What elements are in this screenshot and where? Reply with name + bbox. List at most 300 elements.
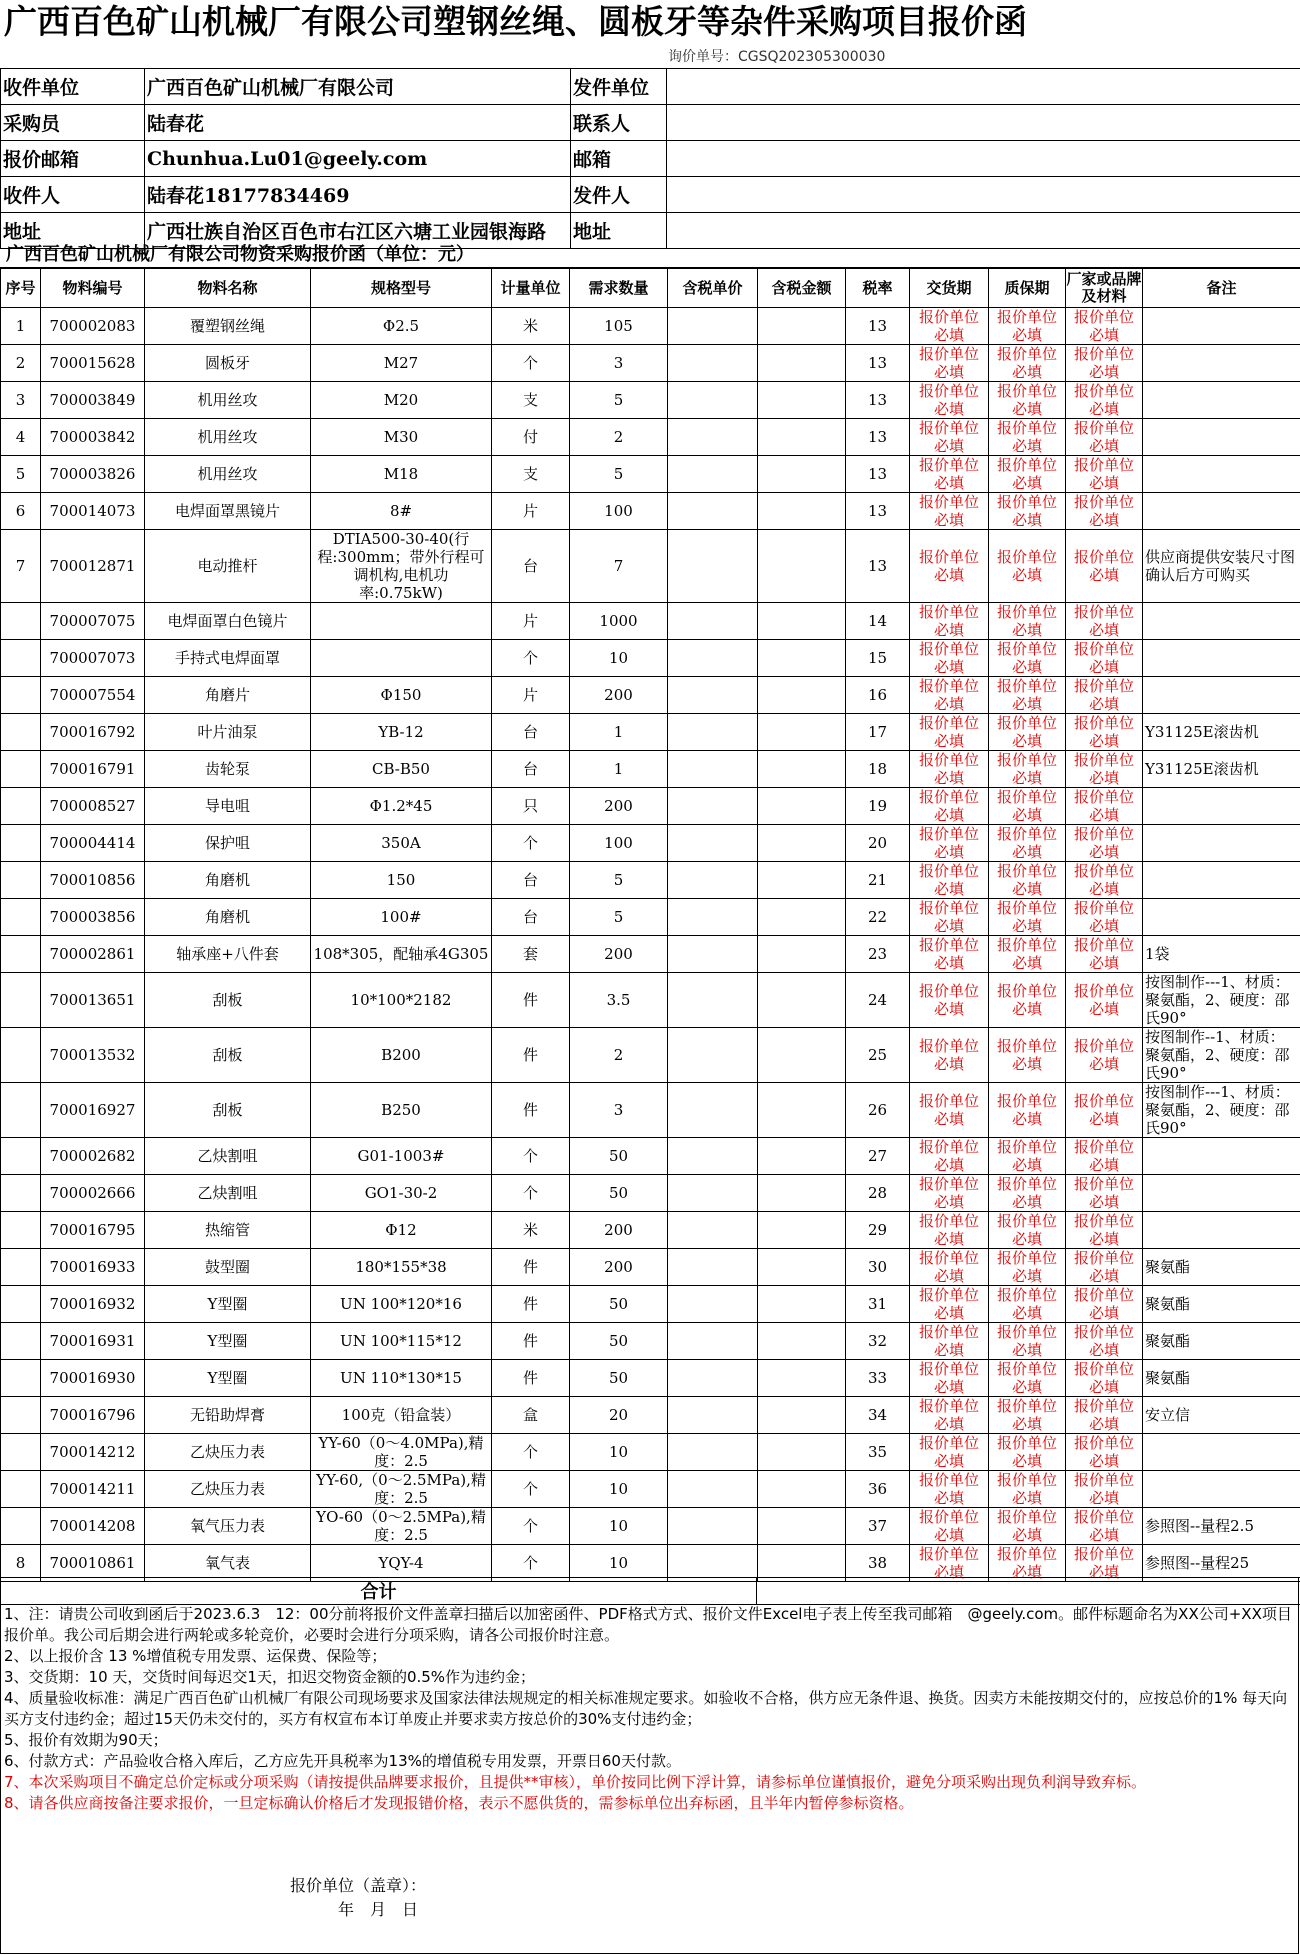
delivery-cell[interactable]: 报价单位必填 — [910, 1249, 989, 1286]
column-header: 物料编号 — [41, 269, 145, 308]
warranty-cell[interactable]: 报价单位必填 — [989, 382, 1066, 419]
delivery-cell[interactable]: 报价单位必填 — [910, 899, 989, 936]
tax-rate: 17 — [846, 714, 910, 751]
delivery-cell[interactable]: 报价单位必填 — [910, 419, 989, 456]
brand-cell[interactable]: 报价单位必填 — [1066, 419, 1143, 456]
quantity: 50 — [570, 1286, 668, 1323]
unit-price-cell[interactable] — [668, 1212, 758, 1249]
spec-model: CB-B50 — [311, 751, 492, 788]
note-cell — [1143, 603, 1300, 640]
total-table — [0, 1577, 1300, 1605]
spec-model: GO1-30-2 — [311, 1175, 492, 1212]
warranty-cell[interactable]: 报价单位必填 — [989, 714, 1066, 751]
table-row — [1, 1083, 1300, 1138]
brand-cell[interactable]: 报价单位必填 — [1066, 1249, 1143, 1286]
brand-cell[interactable]: 报价单位必填 — [1066, 788, 1143, 825]
amount-cell[interactable] — [758, 1175, 846, 1212]
table-row — [1, 825, 1300, 862]
table-row — [1, 493, 1300, 530]
unit-price-cell[interactable] — [668, 493, 758, 530]
address-value: 广西壮族自治区百色市右江区六塘工业园银海路 — [145, 213, 571, 249]
unit-price-cell[interactable] — [668, 419, 758, 456]
term-5: 5、报价有效期为90天； — [4, 1731, 168, 1749]
brand-cell[interactable]: 报价单位必填 — [1066, 530, 1143, 603]
row-number — [1, 1249, 41, 1286]
warranty-cell[interactable]: 报价单位必填 — [989, 530, 1066, 603]
warranty-cell[interactable]: 报价单位必填 — [989, 1545, 1066, 1582]
unit-price-cell[interactable] — [668, 1471, 758, 1508]
amount-cell[interactable] — [758, 714, 846, 751]
unit-price-cell[interactable] — [668, 1397, 758, 1434]
row-number: 6 — [1, 493, 41, 530]
quantity: 10 — [570, 640, 668, 677]
recv-unit-label: 收件单位 — [1, 69, 145, 105]
amount-cell[interactable] — [758, 419, 846, 456]
unit-price-cell[interactable] — [668, 1360, 758, 1397]
material-code: 700010861 — [41, 1545, 145, 1582]
unit: 件 — [492, 1360, 570, 1397]
recipient-value: 陆春花18177834469 — [145, 177, 571, 213]
warranty-cell[interactable]: 报价单位必填 — [989, 1083, 1066, 1138]
warranty-cell[interactable]: 报价单位必填 — [989, 1508, 1066, 1545]
delivery-cell[interactable]: 报价单位必填 — [910, 751, 989, 788]
brand-cell[interactable]: 报价单位必填 — [1066, 677, 1143, 714]
amount-cell[interactable] — [758, 640, 846, 677]
unit-price-cell[interactable] — [668, 1028, 758, 1083]
unit-price-cell[interactable] — [668, 345, 758, 382]
unit: 件 — [492, 1286, 570, 1323]
term-1: 1、注：请贵公司收到函后于2023.6.3 12：00分前将报价文件盖章扫描后以加密函件、PDF格式方式、报价文件Excel电子表上传至我司邮箱 @geely.com。邮件标题命名为XX公司+XX项目报价单。我公司后期会进行两轮或多轮竞价，必要时会进行分项采购，请各公司报价时注意。 — [4, 1605, 1292, 1644]
note-cell: 参照图--量程2.5 — [1143, 1508, 1300, 1545]
quantity: 200 — [570, 788, 668, 825]
term-7: 7、本次采购项目不确定总价定标或分项采购（请按提供品牌要求报价，且提供**审核），单价按同比例下浮计算，请参标单位谨慎报价，避免分项采购出现负利润导致弃标。 — [4, 1773, 1147, 1791]
quantity: 10 — [570, 1545, 668, 1582]
unit: 个 — [492, 1545, 570, 1582]
delivery-cell[interactable]: 报价单位必填 — [910, 677, 989, 714]
note-cell: 供应商提供安装尺寸图确认后方可购买 — [1143, 530, 1300, 603]
unit: 付 — [492, 419, 570, 456]
table-row — [1, 1286, 1300, 1323]
amount-cell[interactable] — [758, 1212, 846, 1249]
delivery-cell[interactable]: 报价单位必填 — [910, 825, 989, 862]
unit-price-cell[interactable] — [668, 1083, 758, 1138]
material-code: 700010856 — [41, 862, 145, 899]
brand-cell[interactable]: 报价单位必填 — [1066, 1471, 1143, 1508]
spec-model: UN 100*115*12 — [311, 1323, 492, 1360]
table-row — [1, 640, 1300, 677]
warranty-cell[interactable]: 报价单位必填 — [989, 419, 1066, 456]
material-code: 700016927 — [41, 1083, 145, 1138]
note-cell — [1143, 1138, 1300, 1175]
amount-cell[interactable] — [758, 530, 846, 603]
amount-cell[interactable] — [758, 788, 846, 825]
quantity: 200 — [570, 1212, 668, 1249]
amount-cell[interactable] — [758, 456, 846, 493]
send-unit-value[interactable] — [667, 69, 1300, 105]
address-label: 地址 — [1, 213, 145, 249]
contact-value[interactable] — [667, 105, 1300, 141]
warranty-cell[interactable]: 报价单位必填 — [989, 345, 1066, 382]
amount-cell[interactable] — [758, 825, 846, 862]
warranty-cell[interactable]: 报价单位必填 — [989, 603, 1066, 640]
amount-cell[interactable] — [758, 973, 846, 1028]
delivery-cell[interactable]: 报价单位必填 — [910, 603, 989, 640]
recv-unit-value: 广西百色矿山机械厂有限公司 — [145, 69, 571, 105]
unit-price-cell[interactable] — [668, 973, 758, 1028]
unit: 片 — [492, 677, 570, 714]
table-row — [1, 1397, 1300, 1434]
note-cell — [1143, 382, 1300, 419]
warranty-cell[interactable]: 报价单位必填 — [989, 1286, 1066, 1323]
unit-price-cell[interactable] — [668, 1175, 758, 1212]
warranty-cell[interactable]: 报价单位必填 — [989, 1212, 1066, 1249]
row-number — [1, 603, 41, 640]
info-table — [0, 68, 1300, 249]
material-name: 机用丝攻 — [145, 382, 311, 419]
column-header: 税率 — [846, 269, 910, 308]
material-code: 700003842 — [41, 419, 145, 456]
note-cell — [1143, 1434, 1300, 1471]
warranty-cell[interactable]: 报价单位必填 — [989, 1323, 1066, 1360]
unit-price-cell[interactable] — [668, 899, 758, 936]
row-number — [1, 1434, 41, 1471]
brand-cell[interactable]: 报价单位必填 — [1066, 1323, 1143, 1360]
unit-price-cell[interactable] — [668, 1508, 758, 1545]
unit-price-cell[interactable] — [668, 382, 758, 419]
material-code: 700003826 — [41, 456, 145, 493]
column-header: 计量单位 — [492, 269, 570, 308]
unit-price-cell[interactable] — [668, 936, 758, 973]
brand-cell[interactable]: 报价单位必填 — [1066, 1508, 1143, 1545]
material-code: 700003849 — [41, 382, 145, 419]
spec-model — [311, 640, 492, 677]
amount-cell[interactable] — [758, 1249, 846, 1286]
tax-rate: 13 — [846, 419, 910, 456]
unit-price-cell[interactable] — [668, 456, 758, 493]
brand-cell[interactable]: 报价单位必填 — [1066, 1083, 1143, 1138]
note-cell — [1143, 1471, 1300, 1508]
delivery-cell[interactable]: 报价单位必填 — [910, 1028, 989, 1083]
row-number: 2 — [1, 345, 41, 382]
amount-cell[interactable] — [758, 382, 846, 419]
warranty-cell[interactable]: 报价单位必填 — [989, 456, 1066, 493]
unit-price-cell[interactable] — [668, 825, 758, 862]
amount-cell[interactable] — [758, 1360, 846, 1397]
delivery-cell[interactable]: 报价单位必填 — [910, 1397, 989, 1434]
spec-model: Φ150 — [311, 677, 492, 714]
delivery-cell[interactable]: 报价单位必填 — [910, 493, 989, 530]
delivery-cell[interactable]: 报价单位必填 — [910, 714, 989, 751]
term-2: 2、以上报价含 13 %增值税专用发票、运保费、保险等； — [4, 1647, 387, 1665]
warranty-cell[interactable]: 报价单位必填 — [989, 1397, 1066, 1434]
unit: 盒 — [492, 1397, 570, 1434]
amount-cell[interactable] — [758, 603, 846, 640]
unit-price-cell[interactable] — [668, 1545, 758, 1582]
unit-price-cell[interactable] — [668, 1138, 758, 1175]
tax-rate: 18 — [846, 751, 910, 788]
delivery-cell[interactable]: 报价单位必填 — [910, 308, 989, 345]
table-row — [1, 345, 1300, 382]
unit-price-cell[interactable] — [668, 714, 758, 751]
quantity: 5 — [570, 862, 668, 899]
amount-cell[interactable] — [758, 1434, 846, 1471]
material-name: 刮板 — [145, 1028, 311, 1083]
material-code: 700014212 — [41, 1434, 145, 1471]
brand-cell[interactable]: 报价单位必填 — [1066, 493, 1143, 530]
material-code: 700004414 — [41, 825, 145, 862]
amount-cell[interactable] — [758, 1545, 846, 1582]
brand-cell[interactable]: 报价单位必填 — [1066, 899, 1143, 936]
email-value: Chunhua.Lu01@geely.com — [145, 141, 571, 177]
note-cell: 按图制作---1、材质：聚氨酯，2、硬度：邵氏90° — [1143, 1083, 1300, 1138]
brand-cell[interactable]: 报价单位必填 — [1066, 1545, 1143, 1582]
tax-rate: 36 — [846, 1471, 910, 1508]
tax-rate: 35 — [846, 1434, 910, 1471]
unit: 件 — [492, 1249, 570, 1286]
brand-cell[interactable]: 报价单位必填 — [1066, 1138, 1143, 1175]
tax-rate: 21 — [846, 862, 910, 899]
material-name: 导电咀 — [145, 788, 311, 825]
delivery-cell[interactable]: 报价单位必填 — [910, 1212, 989, 1249]
unit: 件 — [492, 1028, 570, 1083]
material-name: 角磨片 — [145, 677, 311, 714]
delivery-cell[interactable]: 报价单位必填 — [910, 788, 989, 825]
row-number — [1, 862, 41, 899]
delivery-cell[interactable]: 报价单位必填 — [910, 382, 989, 419]
note-cell — [1143, 825, 1300, 862]
brand-cell[interactable]: 报价单位必填 — [1066, 1175, 1143, 1212]
delivery-cell[interactable]: 报价单位必填 — [910, 530, 989, 603]
delivery-cell[interactable]: 报价单位必填 — [910, 1508, 989, 1545]
table-row — [1, 677, 1300, 714]
warranty-cell[interactable]: 报价单位必填 — [989, 1434, 1066, 1471]
material-code: 700014073 — [41, 493, 145, 530]
brand-cell[interactable]: 报价单位必填 — [1066, 1397, 1143, 1434]
warranty-cell[interactable]: 报价单位必填 — [989, 493, 1066, 530]
amount-cell[interactable] — [758, 899, 846, 936]
material-name: 热缩管 — [145, 1212, 311, 1249]
table-row — [1, 1323, 1300, 1360]
row-number: 7 — [1, 530, 41, 603]
brand-cell[interactable]: 报价单位必填 — [1066, 603, 1143, 640]
unit-price-cell[interactable] — [668, 751, 758, 788]
quantity: 50 — [570, 1175, 668, 1212]
spec-model: UN 110*130*15 — [311, 1360, 492, 1397]
warranty-cell[interactable]: 报价单位必填 — [989, 862, 1066, 899]
material-code: 700002861 — [41, 936, 145, 973]
material-name: 覆塑钢丝绳 — [145, 308, 311, 345]
brand-cell[interactable]: 报价单位必填 — [1066, 973, 1143, 1028]
brand-cell[interactable]: 报价单位必填 — [1066, 382, 1143, 419]
delivery-cell[interactable]: 报价单位必填 — [910, 456, 989, 493]
amount-cell[interactable] — [758, 677, 846, 714]
delivery-cell[interactable]: 报价单位必填 — [910, 345, 989, 382]
tax-rate: 13 — [846, 456, 910, 493]
table-row — [1, 1508, 1300, 1545]
brand-cell[interactable]: 报价单位必填 — [1066, 862, 1143, 899]
table-row — [1, 788, 1300, 825]
row-number — [1, 1286, 41, 1323]
warranty-cell[interactable]: 报价单位必填 — [989, 1138, 1066, 1175]
delivery-cell[interactable]: 报价单位必填 — [910, 973, 989, 1028]
material-code: 700016796 — [41, 1397, 145, 1434]
brand-cell[interactable]: 报价单位必填 — [1066, 751, 1143, 788]
brand-cell[interactable]: 报价单位必填 — [1066, 714, 1143, 751]
material-name: 轴承座+八件套 — [145, 936, 311, 973]
unit-price-cell[interactable] — [668, 1323, 758, 1360]
brand-cell[interactable]: 报价单位必填 — [1066, 1434, 1143, 1471]
material-name: Y型圈 — [145, 1323, 311, 1360]
amount-cell[interactable] — [758, 862, 846, 899]
tax-rate: 16 — [846, 677, 910, 714]
unit-price-cell[interactable] — [668, 788, 758, 825]
amount-cell[interactable] — [758, 751, 846, 788]
warranty-cell[interactable]: 报价单位必填 — [989, 899, 1066, 936]
unit-price-cell[interactable] — [668, 677, 758, 714]
unit-price-cell[interactable] — [668, 862, 758, 899]
warranty-cell[interactable]: 报价单位必填 — [989, 640, 1066, 677]
quantity: 7 — [570, 530, 668, 603]
delivery-cell[interactable]: 报价单位必填 — [910, 1286, 989, 1323]
column-header: 序号 — [1, 269, 41, 308]
unit-price-cell[interactable] — [668, 640, 758, 677]
warranty-cell[interactable]: 报价单位必填 — [989, 308, 1066, 345]
note-cell — [1143, 1212, 1300, 1249]
brand-cell[interactable]: 报价单位必填 — [1066, 1028, 1143, 1083]
unit-price-cell[interactable] — [668, 1249, 758, 1286]
table-row — [1, 751, 1300, 788]
brand-cell[interactable]: 报价单位必填 — [1066, 1286, 1143, 1323]
brand-cell[interactable]: 报价单位必填 — [1066, 456, 1143, 493]
note-cell: 按图制作--1、材质：聚氨酯，2、硬度：邵氏90° — [1143, 1028, 1300, 1083]
quantity: 3.5 — [570, 973, 668, 1028]
unit-price-cell[interactable] — [668, 1434, 758, 1471]
column-header: 规格型号 — [311, 269, 492, 308]
unit: 个 — [492, 1471, 570, 1508]
tax-rate: 13 — [846, 382, 910, 419]
delivery-cell[interactable]: 报价单位必填 — [910, 862, 989, 899]
amount-cell[interactable] — [758, 1508, 846, 1545]
unit-price-cell[interactable] — [668, 1286, 758, 1323]
unit: 件 — [492, 973, 570, 1028]
warranty-cell[interactable]: 报价单位必填 — [989, 751, 1066, 788]
unit: 套 — [492, 936, 570, 973]
spec-model: YB-12 — [311, 714, 492, 751]
warranty-cell[interactable]: 报价单位必填 — [989, 936, 1066, 973]
amount-cell[interactable] — [758, 1138, 846, 1175]
amount-cell[interactable] — [758, 1323, 846, 1360]
row-number — [1, 751, 41, 788]
material-name: 电焊面罩黑镜片 — [145, 493, 311, 530]
row-number — [1, 677, 41, 714]
material-name: 刮板 — [145, 1083, 311, 1138]
row-number — [1, 1028, 41, 1083]
warranty-cell[interactable]: 报价单位必填 — [989, 1028, 1066, 1083]
tax-rate: 32 — [846, 1323, 910, 1360]
brand-cell[interactable]: 报价单位必填 — [1066, 308, 1143, 345]
amount-cell[interactable] — [758, 1028, 846, 1083]
note-cell: 聚氨酯 — [1143, 1286, 1300, 1323]
warranty-cell[interactable]: 报价单位必填 — [989, 1360, 1066, 1397]
note-cell: 聚氨酯 — [1143, 1249, 1300, 1286]
tax-rate: 25 — [846, 1028, 910, 1083]
unit: 片 — [492, 493, 570, 530]
row-number — [1, 1138, 41, 1175]
note-cell: Y31125E滚齿机 — [1143, 714, 1300, 751]
term-8: 8、请各供应商按备注要求报价，一旦定标确认价格后才发现报错价格，表示不愿供货的，需参标单位出弃标函，且半年内暂停参标资格。 — [4, 1794, 914, 1812]
delivery-cell[interactable]: 报价单位必填 — [910, 1545, 989, 1582]
quantity: 3 — [570, 1083, 668, 1138]
brand-cell[interactable]: 报价单位必填 — [1066, 936, 1143, 973]
row-number — [1, 1397, 41, 1434]
column-header: 备注 — [1143, 269, 1300, 308]
sender-value[interactable] — [667, 177, 1300, 213]
unit-price-cell[interactable] — [668, 603, 758, 640]
table-row — [1, 308, 1300, 345]
amount-cell[interactable] — [758, 1471, 846, 1508]
delivery-cell[interactable]: 报价单位必填 — [910, 1360, 989, 1397]
amount-cell[interactable] — [758, 1083, 846, 1138]
brand-cell[interactable]: 报价单位必填 — [1066, 345, 1143, 382]
delivery-cell[interactable]: 报价单位必填 — [910, 936, 989, 973]
amount-cell[interactable] — [758, 936, 846, 973]
delivery-cell[interactable]: 报价单位必填 — [910, 1138, 989, 1175]
material-code: 700002666 — [41, 1175, 145, 1212]
delivery-cell[interactable]: 报价单位必填 — [910, 1471, 989, 1508]
material-name: 电动推杆 — [145, 530, 311, 603]
quantity: 5 — [570, 456, 668, 493]
tax-rate: 26 — [846, 1083, 910, 1138]
warranty-cell[interactable]: 报价单位必填 — [989, 1471, 1066, 1508]
amount-cell[interactable] — [758, 493, 846, 530]
delivery-cell[interactable]: 报价单位必填 — [910, 640, 989, 677]
warranty-cell[interactable]: 报价单位必填 — [989, 973, 1066, 1028]
unit: 米 — [492, 308, 570, 345]
amount-cell[interactable] — [758, 345, 846, 382]
amount-cell[interactable] — [758, 308, 846, 345]
unit-price-cell[interactable] — [668, 308, 758, 345]
table-subtitle: 广西百色矿山机械厂有限公司物资采购报价函（单位：元） — [0, 242, 1300, 268]
warranty-cell[interactable]: 报价单位必填 — [989, 788, 1066, 825]
quantity: 50 — [570, 1360, 668, 1397]
note-cell: 参照图--量程25 — [1143, 1545, 1300, 1582]
brand-cell[interactable]: 报价单位必填 — [1066, 1212, 1143, 1249]
brand-cell[interactable]: 报价单位必填 — [1066, 825, 1143, 862]
amount-cell[interactable] — [758, 1397, 846, 1434]
unit-price-cell[interactable] — [668, 530, 758, 603]
column-header: 质保期 — [989, 269, 1066, 308]
term-4: 4、质量验收标准：满足广西百色矿山机械厂有限公司现场要求及国家法律法规规定的相关标准规定要求。如验收不合格，供方应无条件退、换货。因卖方未能按期交付的，应按总价的1% 每天向买方支付违约金；超过15天仍未交付的，买方有权宣布本订单废止并要求卖方按总价的30%支付违约金； — [4, 1689, 1288, 1728]
warranty-cell[interactable]: 报价单位必填 — [989, 1175, 1066, 1212]
unit: 台 — [492, 530, 570, 603]
delivery-cell[interactable]: 报价单位必填 — [910, 1083, 989, 1138]
brand-cell[interactable]: 报价单位必填 — [1066, 1360, 1143, 1397]
warranty-cell[interactable]: 报价单位必填 — [989, 825, 1066, 862]
delivery-cell[interactable]: 报价单位必填 — [910, 1175, 989, 1212]
mailbox-value[interactable] — [667, 141, 1300, 177]
unit: 台 — [492, 899, 570, 936]
unit: 只 — [492, 788, 570, 825]
delivery-cell[interactable]: 报价单位必填 — [910, 1434, 989, 1471]
total-value[interactable] — [757, 1578, 1300, 1605]
quantity: 10 — [570, 1434, 668, 1471]
warranty-cell[interactable]: 报价单位必填 — [989, 1249, 1066, 1286]
material-code: 700016930 — [41, 1360, 145, 1397]
amount-cell[interactable] — [758, 1286, 846, 1323]
brand-cell[interactable]: 报价单位必填 — [1066, 640, 1143, 677]
warranty-cell[interactable]: 报价单位必填 — [989, 677, 1066, 714]
delivery-cell[interactable]: 报价单位必填 — [910, 1323, 989, 1360]
